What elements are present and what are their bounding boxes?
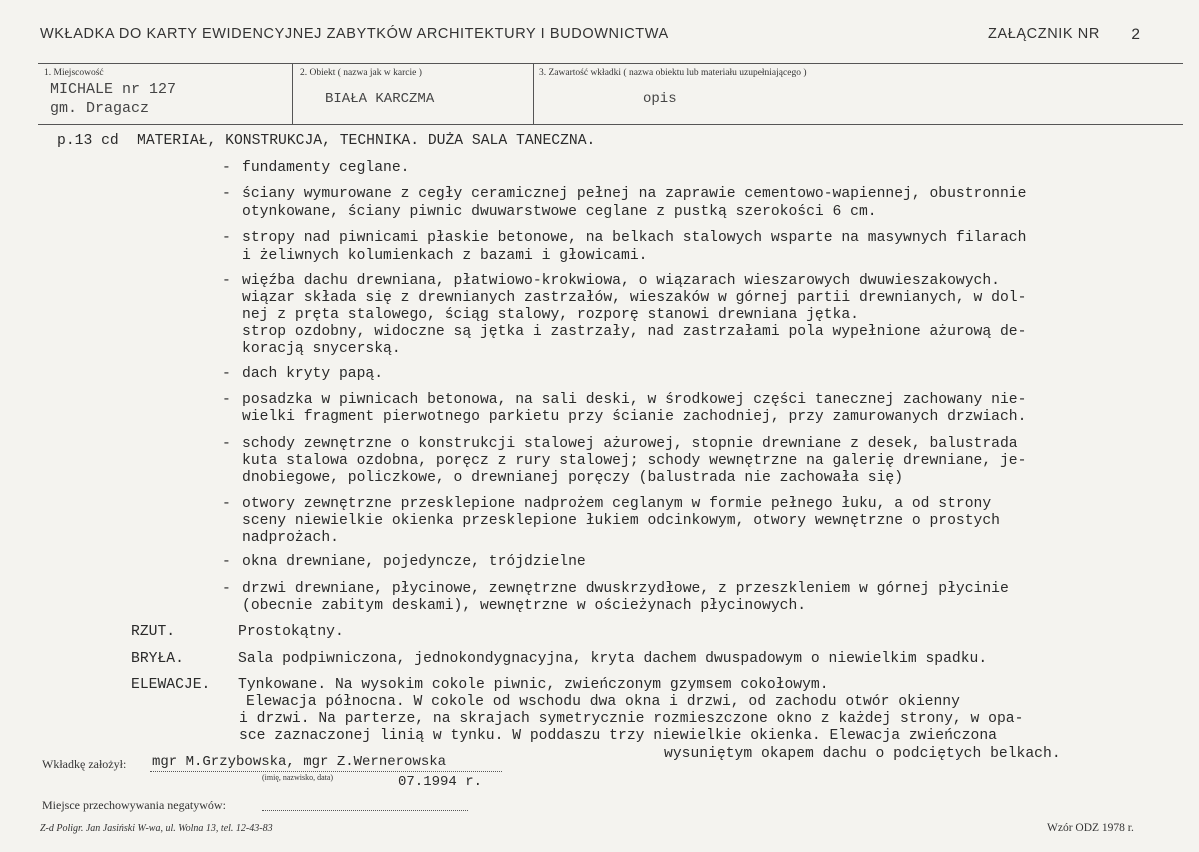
item-line: (obecnie zabitym deskami), wewnętrzne w ościeżynach płycinowych. xyxy=(242,598,807,614)
item-line: dnobiegowe, policzkowe, o drewnianej poręczy (balustrada nie zachowała się) xyxy=(242,470,904,486)
item-line: ściany wymurowane z cegły ceramicznej pełnej na zaprawie cementowo-wapiennej, obustronnie xyxy=(242,186,1027,202)
section-heading: MATERIAŁ, KONSTRUKCJA, TECHNIKA. DUŻA SALA TANECZNA. xyxy=(137,133,596,149)
printer-info: Z-d Poligr. Jan Jasiński W-wa, ul. Wolna 13, tel. 12-43-83 xyxy=(40,823,273,834)
item-line: wielki fragment pierwotnego parkietu przy ścianie zachodniej, przy zamurowanych drzwiach. xyxy=(242,409,1027,425)
item-line: posadzka w piwnicach betonowa, na sali deski, w środkowej części tanecznej zachowany nie- xyxy=(242,392,1027,408)
annex-label: ZAŁĄCZNIK NR xyxy=(988,26,1100,42)
item-line: dach kryty papą. xyxy=(242,366,384,382)
bullet-dash: - xyxy=(222,581,231,597)
item-line: nej z pręta stalowego, ściąg stalowy, rozporę stanowi drewniana jętka. xyxy=(242,307,859,323)
bullet-dash: - xyxy=(222,392,231,408)
field-value-place-line2: gm. Dragacz xyxy=(50,100,150,117)
bryla-text: Sala podpiwniczona, jednokondygnacyjna, kryta dachem dwuspadowym o niewielkim spadku. xyxy=(238,651,988,667)
bullet-dash: - xyxy=(222,230,231,246)
negatives-dotted-line xyxy=(262,810,468,811)
column-divider xyxy=(533,64,534,124)
item-line: kuta stalowa ozdobna, poręcz z rury stalowej; schody wewnętrzne na galerię drewniane, je- xyxy=(242,453,1027,469)
rzut-text: Prostokątny. xyxy=(238,624,344,640)
item-line: i żeliwnych kolumienkach z bazami i głowicami. xyxy=(242,248,648,264)
elewacje-line: wysuniętym okapem dachu o podciętych belkach. xyxy=(664,746,1061,762)
item-line: schody zewnętrzne o konstrukcji stalowej ażurowej, stopnie drewniane z desek, balustrada xyxy=(242,436,1018,452)
item-line: otwory zewnętrzne przesklepione nadprożem ceglanym w formie pełnego łuku, a od strony xyxy=(242,496,992,512)
item-line: więźba dachu drewniana, płatwiowo-krokwiowa, o wiązarach wieszarowych dwuwieszakowych. xyxy=(242,273,1000,289)
field-label-object: 2. Obiekt ( nazwa jak w karcie ) xyxy=(300,68,422,78)
field-value-place-line1: MICHALE nr 127 xyxy=(50,81,177,98)
elewacje-line: Elewacja północna. W cokole od wschodu dwa okna i drzwi, od zachodu otwór okienny xyxy=(246,694,960,710)
item-line: stropy nad piwnicami płaskie betonowe, na belkach stalowych wsparte na masywnych filarach xyxy=(242,230,1027,246)
header-title: WKŁADKA DO KARTY EWIDENCYJNEJ ZABYTKÓW ARCHITEKTURY I BUDOWNICTWA xyxy=(40,26,669,42)
item-line: drzwi drewniane, płycinowe, zewnętrzne dwuskrzydłowe, z przeszkleniem w górnej płycinie xyxy=(242,581,1009,597)
rzut-label: RZUT. xyxy=(131,624,176,640)
elewacje-line: sce zaznaczonej linią w tynku. W poddaszu trzy niewielkie okienka. Elewacja zwieńczona xyxy=(239,728,997,744)
negatives-label: Miejsce przechowywania negatywów: xyxy=(42,798,226,812)
bullet-dash: - xyxy=(222,186,231,202)
form-model: Wzór ODZ 1978 r. xyxy=(1047,822,1134,834)
item-line: fundamenty ceglane. xyxy=(242,160,410,176)
bullet-dash: - xyxy=(222,554,231,570)
bryla-label: BRYŁA. xyxy=(131,651,184,667)
item-line: wiązar składa się z drewnianych zastrzałów, wieszaków w górnej partii drewnianych, w dol- xyxy=(242,290,1027,306)
field-value-content: opis xyxy=(643,91,677,107)
founder-hint: (imię, nazwisko, data) xyxy=(262,773,334,782)
field-label-content: 3. Zawartość wkładki ( nazwa obiektu lub materiału uzupełniającego ) xyxy=(539,68,807,78)
founder-value: mgr M.Grzybowska, mgr Z.Wernerowska xyxy=(152,754,447,770)
elewacje-line: i drzwi. Na parterze, na skrajach symetrycznie rozmieszczone okno z każdej strony, w opa- xyxy=(239,711,1024,727)
item-line: nadprożach. xyxy=(242,530,339,546)
item-line: sceny niewielkie okienka przesklepione łukiem odcinkowym, otwory wewnętrzne o prostych xyxy=(242,513,1000,529)
form-table xyxy=(38,63,1183,125)
field-label-place: 1. Miejscowość xyxy=(44,68,104,78)
elewacje-label: ELEWACJE. xyxy=(131,677,211,693)
elewacje-line: Tynkowane. Na wysokim cokole piwnic, zwieńczonym gzymsem cokołowym. xyxy=(238,677,829,693)
founder-date: 07.1994 r. xyxy=(398,774,483,790)
item-line: otynkowane, ściany piwnic dwuwarstwowe ceglane z pustką szerokości 6 cm. xyxy=(242,204,877,220)
item-line: okna drewniane, pojedyncze, trójdzielne xyxy=(242,554,586,570)
item-line: strop ozdobny, widoczne są jętka i zastrzały, nad zastrzałami pola wypełnione ażurową de- xyxy=(242,324,1027,340)
founder-dotted-line xyxy=(150,771,502,772)
bullet-dash: - xyxy=(222,160,231,176)
bullet-dash: - xyxy=(222,273,231,289)
field-value-object: BIAŁA KARCZMA xyxy=(325,91,435,107)
bullet-dash: - xyxy=(222,436,231,452)
founder-label: Wkładkę założył: xyxy=(42,757,127,771)
item-line: koracją snycerską. xyxy=(242,341,401,357)
bullet-dash: - xyxy=(222,366,231,382)
bullet-dash: - xyxy=(222,496,231,512)
annex-number: 2 xyxy=(1131,26,1141,44)
section-prefix: p.13 cd xyxy=(57,133,119,149)
column-divider xyxy=(292,64,293,124)
